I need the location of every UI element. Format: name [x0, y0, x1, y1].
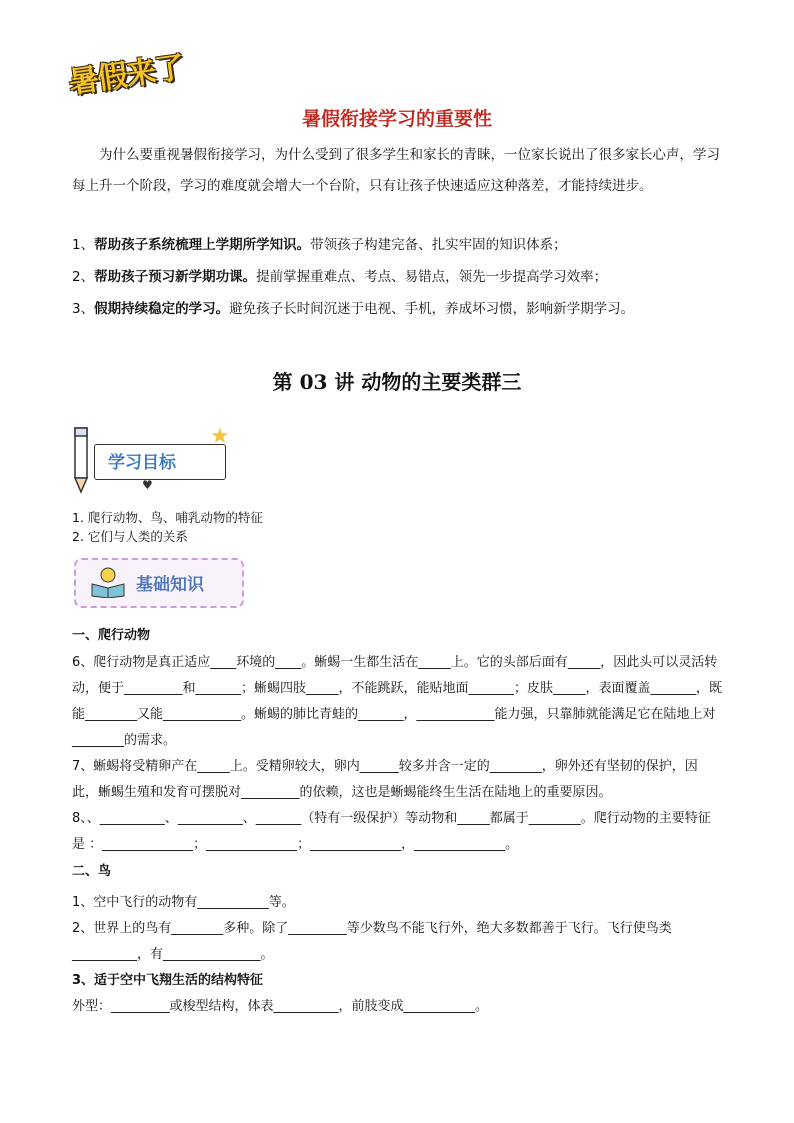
- goal-badge-label: 学习目标: [108, 453, 176, 473]
- summer-logo: [64, 44, 194, 102]
- basic-knowledge-badge: [74, 558, 244, 610]
- section-birds-heading: 二、鸟: [72, 864, 112, 879]
- learning-goals-badge: [64, 418, 234, 496]
- goal-item-1: 1. 爬行动物、鸟、哺乳动物的特征: [72, 510, 263, 525]
- bird-question-2: 2、世界上的鸟有________多种。除了_________等少数鸟不能飞行外，绝大多数都善于飞行。飞行使鸟类__________，有_______________。: [72, 921, 672, 962]
- point-1-num: 1、: [72, 237, 95, 253]
- pencil-icon: [72, 424, 90, 494]
- point-3: [72, 294, 722, 325]
- basic-badge-label: 基础知识: [136, 575, 204, 595]
- question-8: 8、、__________、__________、_______（特有一级保护）等动物和_____都属于________。爬行动物的主要特征是 ：______________；______________；______________，______________。: [72, 811, 711, 852]
- point-2-rest: 提前掌握重难点、考点、易错点，领先一步提高学习效率；: [256, 269, 608, 285]
- point-1-rest: 带领孩子构建完备、扎实牢固的知识体系；: [310, 237, 567, 253]
- point-2-bold: 帮助孩子预习新学期功课。: [94, 269, 257, 285]
- bird-question-1: 1、空中飞行的动物有___________等。: [72, 895, 295, 910]
- book-lightbulb-icon: [88, 566, 128, 598]
- question-7: 7、蜥蜴将受精卵产在_____上。受精卵较大，卵内______较多并含一定的________，卵外还有坚韧的保护，因此，蜥蜴生殖和发育可摆脱对_________的依赖，这也是蜥蜴能终生生活在陆地上的重要原因。: [72, 759, 698, 800]
- point-2-num: 2、: [72, 269, 95, 285]
- intro-paragraph: 为什么要重视暑假衔接学习，为什么受到了很多学生和家长的青睐，一位家长说出了很多家长心声，学习每上升一个阶段，学习的难度就会增大一个台阶，只有让孩子快速适应这种落差，才能持续进步。: [72, 147, 720, 194]
- question-6: 6、爬行动物是真正适应____环境的____。蜥蜴一生都生活在_____上。它的头部后面有_____，因此头可以灵活转动，便于_________和_______；蜥蜴四肢_____，不能跳跃，能贴地面_______；皮肤_____，表面覆盖_______，既能________又能____________。蜥蜴的肺比青蛙的_______，____________能力强，只靠肺就能满足它在陆地上对________的需求。: [72, 655, 723, 748]
- point-3-bold: 假期持续稳定的学习。: [94, 301, 230, 317]
- logo-text: 暑假来了: [66, 50, 187, 101]
- goal-item-2: 2. 它们与人类的关系: [72, 529, 188, 544]
- bird-question-4: 外型：_________或梭型结构，体表__________，前肢变成___________。: [72, 999, 489, 1014]
- star-icon: ★: [210, 424, 230, 449]
- section-reptiles-heading: 一、爬行动物: [72, 628, 151, 643]
- point-1: [72, 230, 722, 261]
- point-3-rest: 避免孩子长时间沉迷于电视、手机，养成坏习惯，影响新学期学习。: [229, 301, 635, 317]
- heart-icon: ♥: [142, 478, 153, 492]
- point-1-bold: 帮助孩子系统梳理上学期所学知识。: [94, 237, 311, 253]
- point-3-num: 3、: [72, 301, 95, 317]
- lecture-title: 第 03 讲 动物的主要类群三: [272, 370, 522, 394]
- bird-question-3: 3、适于空中飞翔生活的结构特征: [72, 973, 264, 988]
- document-title: 暑假衔接学习的重要性: [301, 108, 492, 130]
- point-2: [72, 262, 722, 293]
